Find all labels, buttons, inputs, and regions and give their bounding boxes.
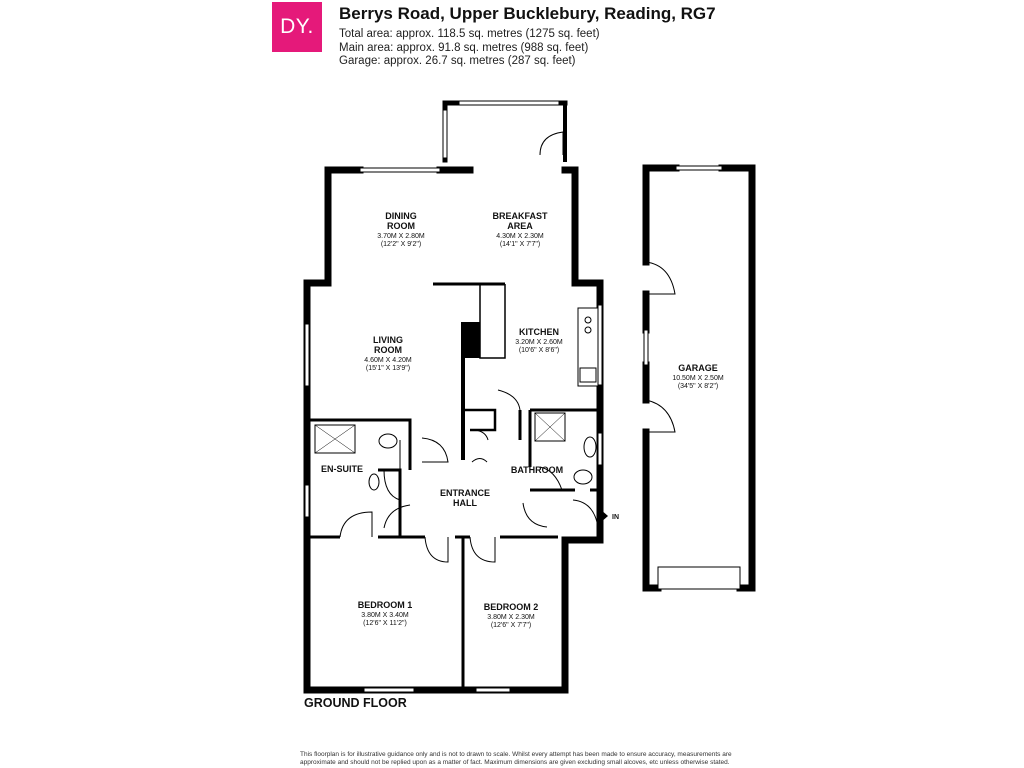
svg-text:(12'2" X 9'2"): (12'2" X 9'2") [380,241,422,248]
room-kitchen [515,327,563,354]
room-living [364,335,412,372]
svg-text:BEDROOM 1: BEDROOM 1 [357,600,413,610]
svg-text:ROOM: ROOM [387,221,415,231]
svg-text:ROOM: ROOM [374,345,402,355]
svg-text:(12'6" X 11'2"): (12'6" X 11'2") [363,620,407,627]
svg-text:(10'6" X 8'6"): (10'6" X 8'6") [518,347,560,354]
svg-text:BATHROOM: BATHROOM [510,465,564,475]
main-area: Main area: approx. 91.8 sq. metres (988 sq. feet) [339,41,589,54]
svg-text:LIVING: LIVING [372,335,404,345]
svg-text:4.30M X 2.30M: 4.30M X 2.30M [496,233,544,240]
svg-text:3.80M X 3.40M: 3.80M X 3.40M [361,612,409,619]
logo-text: DY. [280,15,314,38]
svg-text:(12'6" X 7'7"): (12'6" X 7'7") [490,622,532,629]
property-address: Berrys Road, Upper Bucklebury, Reading, RG7 [339,4,716,23]
svg-text:3.80M X 2.30M: 3.80M X 2.30M [487,614,535,621]
svg-text:3.70M X 2.80M: 3.70M X 2.80M [377,233,425,240]
room-bathroom [511,465,563,475]
svg-text:EN-SUITE: EN-SUITE [320,464,364,474]
svg-text:DINING: DINING [385,211,417,221]
total-area: Total area: approx. 118.5 sq. metres (1275 sq. feet) [339,28,600,40]
chimney-breast [463,322,480,358]
svg-text:ENTRANCE: ENTRANCE [439,488,491,498]
room-entrance-hall [440,488,490,508]
svg-text:(14'1" X 7'7"): (14'1" X 7'7") [499,241,541,248]
room-bedroom-1 [358,600,413,627]
svg-text:KITCHEN: KITCHEN [519,327,559,337]
room-garage [672,363,724,390]
room-bedroom-2 [484,602,539,629]
svg-text:GARAGE: GARAGE [678,363,718,373]
svg-text:(34'5" X 8'2"): (34'5" X 8'2") [677,383,719,390]
floor-label: GROUND FLOOR [304,696,407,710]
svg-text:3.20M X 2.60M: 3.20M X 2.60M [515,339,563,346]
room-dining [377,211,425,248]
entrance-arrow-icon [600,509,608,523]
svg-text:4.60M X 4.20M: 4.60M X 4.20M [364,357,412,364]
room-ensuite [321,464,363,474]
svg-text:BREAKFAST: BREAKFAST [492,211,548,221]
garage-area: Garage: approx. 26.7 sq. metres (287 sq. feet) [339,55,576,67]
svg-text:BEDROOM 2: BEDROOM 2 [483,602,539,612]
svg-text:AREA: AREA [507,221,533,231]
svg-text:(15'1" X 13'9"): (15'1" X 13'9") [365,365,411,372]
svg-text:10.50M X 2.50M: 10.50M X 2.50M [672,375,724,382]
room-breakfast-area [492,211,548,248]
svg-text:HALL: HALL [453,498,477,508]
entrance-marker: IN [612,514,619,521]
disclaimer: This floorplan is for illustrative guidance only and is not to drawn to scale. Whilst every attempt has been made to ensure accuracy, measurements are approximate and should not be replied upon as a matter of fact. Maximum dimensions are given excluding small alcoves, etc unless otherwise stated. [300,751,732,766]
